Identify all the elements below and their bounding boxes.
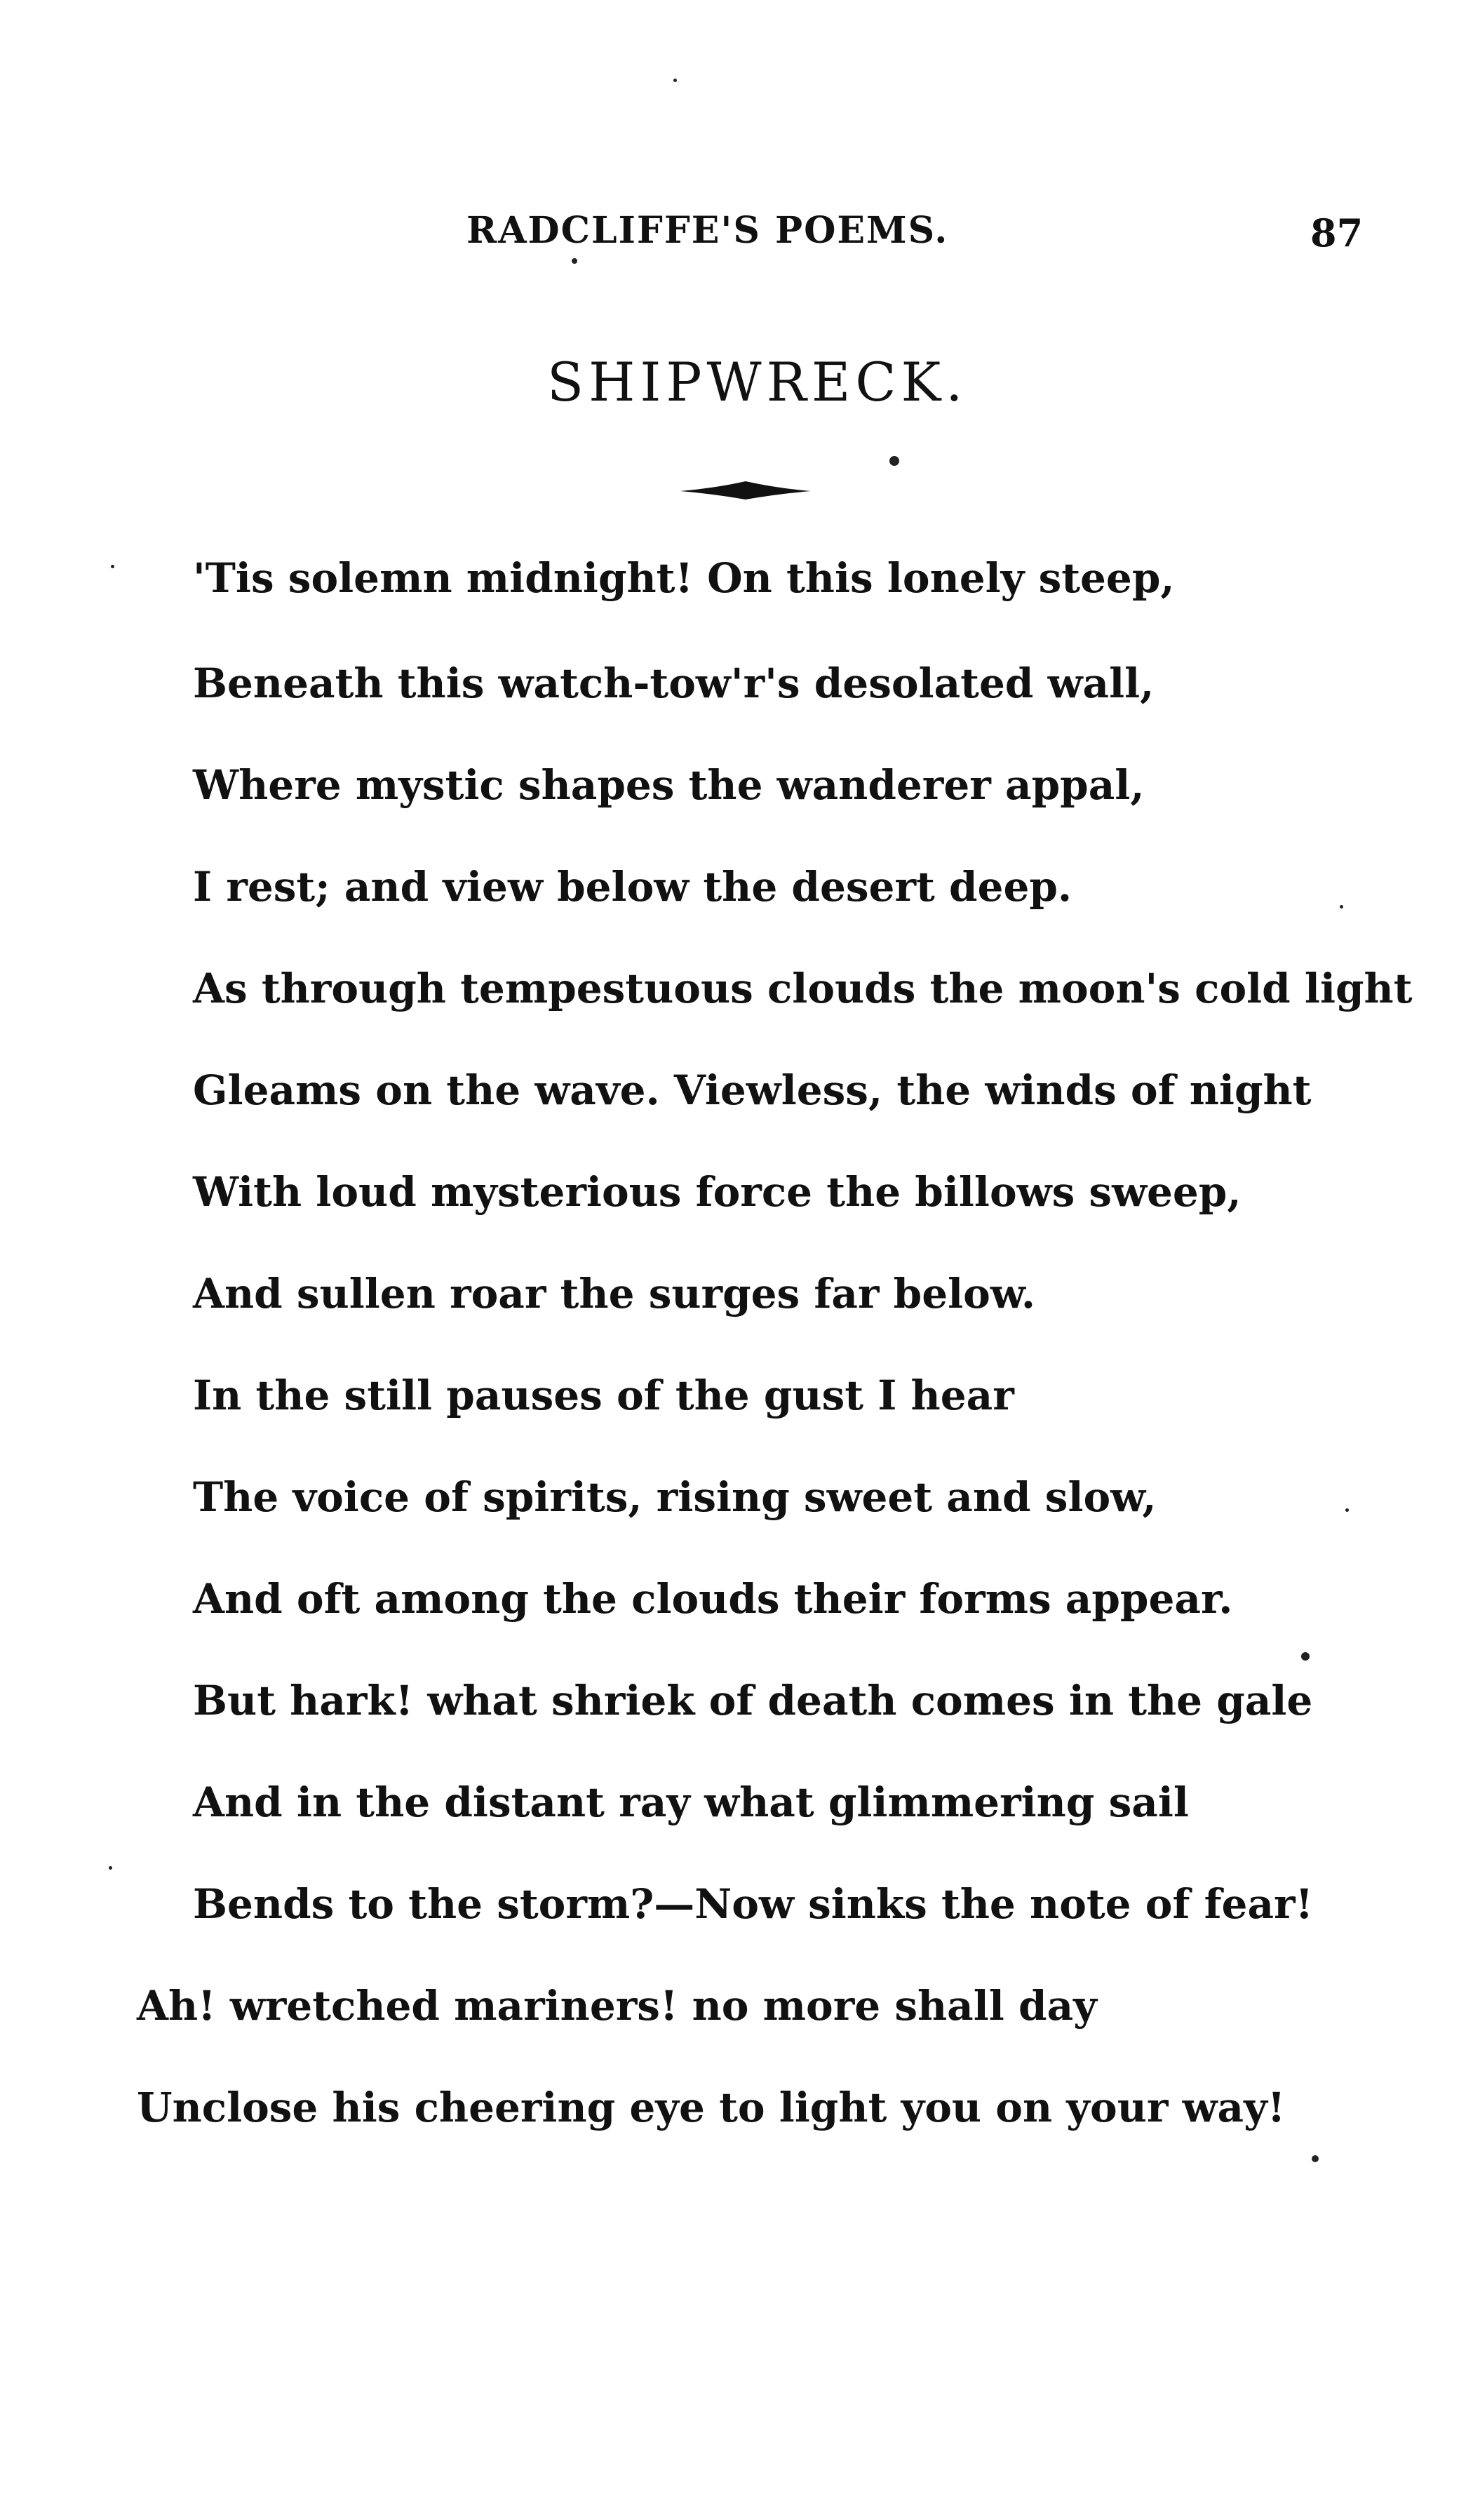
poem-line: The voice of spirits, rising sweet and slow, [193, 1473, 1157, 1521]
poem-title: SHIPWRECK. [547, 351, 968, 413]
print-speck [572, 258, 577, 264]
poem-line: Ah! wretched mariners! no more shall day [137, 1982, 1097, 2030]
print-speck [1340, 905, 1343, 909]
print-speck [1301, 1652, 1310, 1661]
poem-line: And sullen roar the surges far below. [193, 1270, 1036, 1318]
poem-line: With loud mysterious force the billows sweep, [193, 1168, 1242, 1216]
print-speck [109, 1866, 112, 1870]
print-speck [111, 565, 114, 568]
poem-line: Where mystic shapes the wanderer appal, [193, 761, 1145, 809]
running-head: RADCLIFFE'S POEMS. [466, 209, 949, 252]
print-speck [1312, 2155, 1319, 2162]
poem-line: In the still pauses of the gust I hear [193, 1372, 1014, 1419]
poem-line: 'Tis solemn midnight! On this lonely steep, [193, 554, 1175, 602]
print-speck [889, 456, 899, 466]
poem-line: Unclose his cheering eye to light you on your way! [137, 2084, 1286, 2131]
poem-line: And oft among the clouds their forms appear. [193, 1575, 1233, 1623]
ornament-rule [679, 476, 812, 504]
poem-line: I rest; and view below the desert deep. [193, 863, 1072, 911]
page-number: 87 [1310, 210, 1364, 255]
poem-line: And in the distant ray what glimmering sail [193, 1778, 1189, 1826]
poem-line: As through tempestuous clouds the moon's cold light [193, 965, 1413, 1012]
print-speck [1345, 1508, 1349, 1512]
poem-line: Beneath this watch-tow'r's desolated wall, [193, 659, 1155, 707]
poem-line: Gleams on the wave. Viewless, the winds of night [193, 1066, 1312, 1114]
print-speck [673, 79, 677, 82]
poem-line: Bends to the storm?—Now sinks the note of fear! [193, 1880, 1314, 1928]
poem-line: But hark! what shriek of death comes in the gale [193, 1677, 1313, 1724]
